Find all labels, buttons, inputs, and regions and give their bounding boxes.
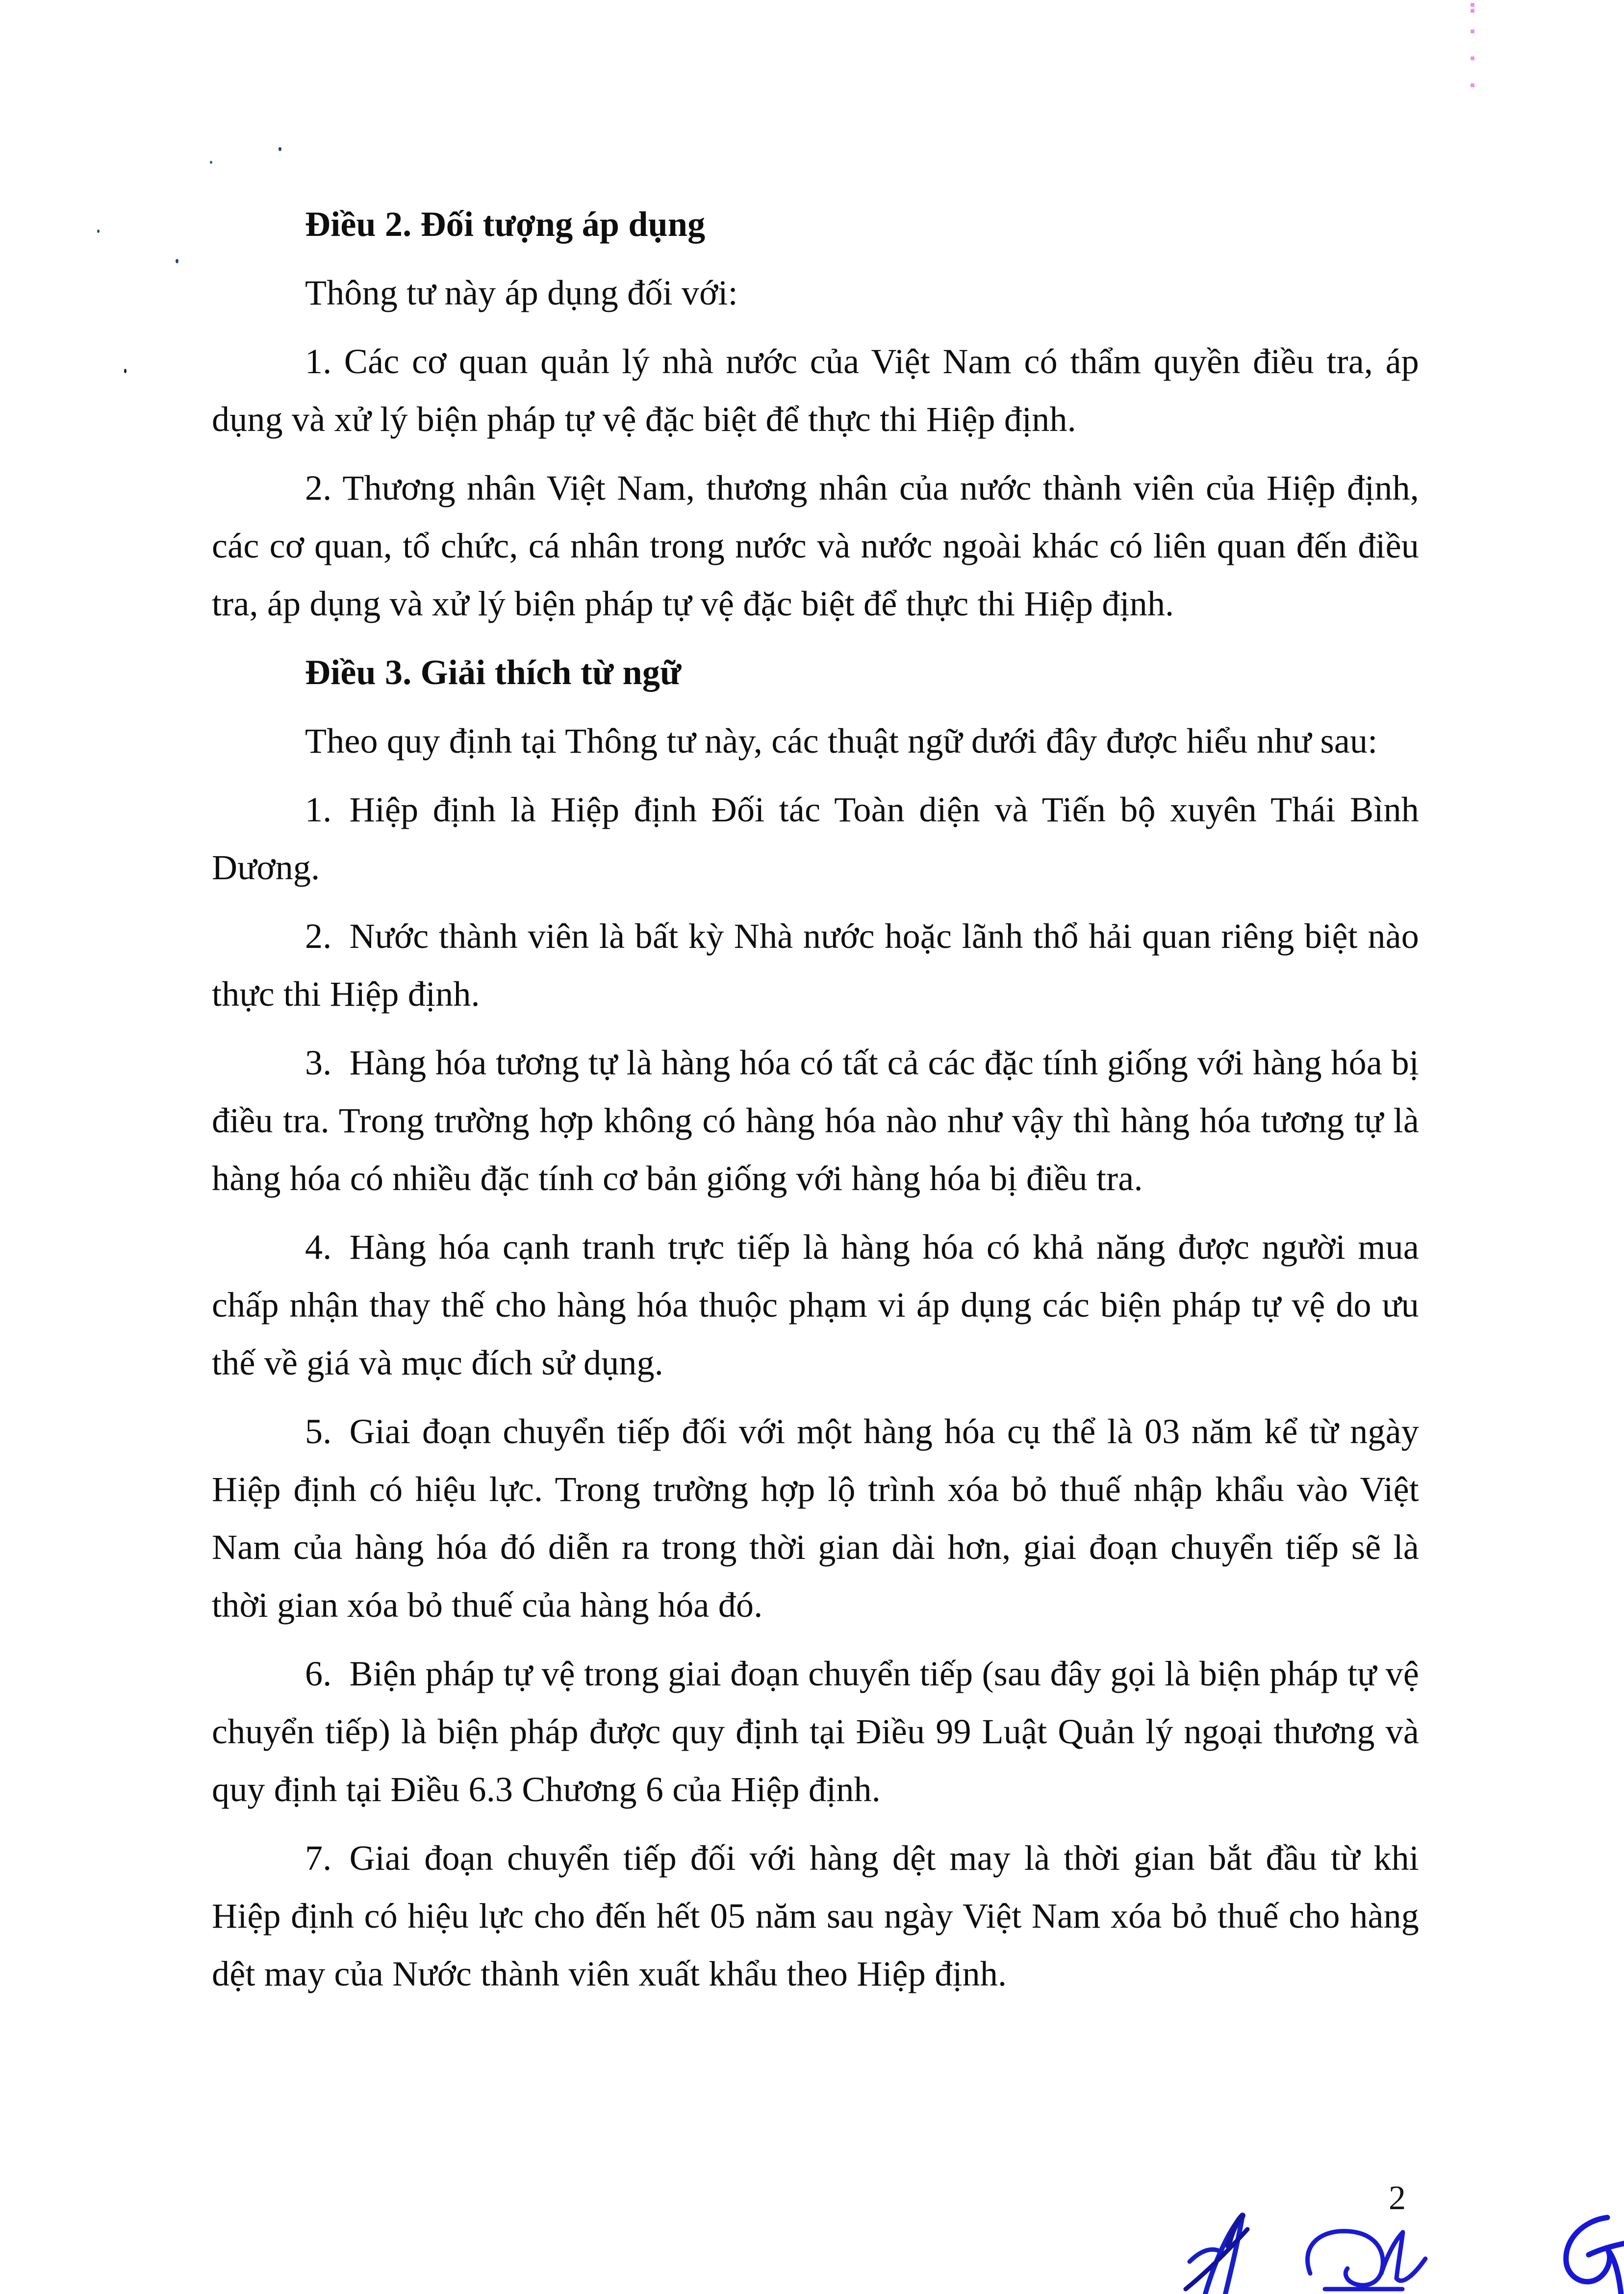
signature-corner-icon [1566,2218,1624,2294]
signature-paraph-icon [1186,2216,1247,2294]
perforation-dot [1471,83,1474,87]
scope-intro: Thông tư này áp dụng đối với: [305,273,738,312]
scan-speck [176,259,178,263]
handwritten-signatures [1128,2172,1624,2294]
definition-1: 1. Hiệp định là Hiệp định Đối tác Toàn diện và Tiến bộ xuyên Thái Bình Dương. [212,790,1419,887]
article-2-heading: Điều 2. Đối tượng áp dụng [305,204,706,244]
definition-3: 3. Hàng hóa tương tự là hàng hóa có tất cả các đặc tính giống với hàng hóa bị điều tra. Trong trường hợp không có hàng hóa nào như vậy thì hàng hóa tương tự là hàng hóa có nhiều đặc tính cơ bản giống với hàng hóa bị điều tra. [212,1043,1419,1198]
signature-loop-icon [1308,2231,1425,2289]
perforation-dot [1471,56,1474,60]
document-body [212,195,1419,2014]
scope-item-2: 2. Thương nhân Việt Nam, thương nhân của nước thành viên của Hiệp định, các cơ quan, tổ chức, cá nhân trong nước và nước ngoài khác có liên quan đến điều tra, áp dụng và xử lý biện pháp tự vệ đặc biệt để thực thi Hiệp định. [212,468,1419,623]
definition-2: 2. Nước thành viên là bất kỳ Nhà nước hoặc lãnh thổ hải quan riêng biệt nào thực thi Hiệp định. [212,917,1419,1014]
scan-speck [279,147,281,151]
definition-7: 7. Giai đoạn chuyển tiếp đối với hàng dệt may là thời gian bắt đầu từ khi Hiệp định có hiệu lực cho đến hết 05 năm sau ngày Việt Nam xóa bỏ thuế cho hàng dệt may của Nước thành viên xuất khẩu theo Hiệp định. [212,1838,1419,1993]
perforation-dot [1471,9,1474,13]
perforation-dot [1471,3,1474,7]
definition-6: 6. Biện pháp tự vệ trong giai đoạn chuyển tiếp (sau đây gọi là biện pháp tự vệ chuyển tiếp) là biện pháp được quy định tại Điều 99 Luật Quản lý ngoại thương và quy định tại Điều 6.3 Chương 6 của Hiệp định. [212,1654,1419,1809]
article-3-heading: Điều 3. Giải thích từ ngữ [305,653,682,692]
scan-speck [124,369,127,373]
definition-5: 5. Giai đoạn chuyển tiếp đối với một hàng hóa cụ thể là 03 năm kể từ ngày Hiệp định có hiệu lực. Trong trường hợp lộ trình xóa bỏ thuế nhập khẩu vào Việt Nam của hàng hóa đó diễn ra trong thời gian dài hơn, giai đoạn chuyển tiếp sẽ là thời gian xóa bỏ thuế của hàng hóa đó. [212,1412,1419,1625]
definitions-intro: Theo quy định tại Thông tư này, các thuật ngữ dưới đây được hiểu như sau: [305,721,1378,761]
definition-4: 4. Hàng hóa cạnh tranh trực tiếp là hàng hóa có khả năng được người mua chấp nhận thay thế cho hàng hóa thuộc phạm vi áp dụng các biện pháp tự vệ do ưu thế về giá và mục đích sử dụng. [212,1227,1419,1382]
perforation-dot [1471,29,1474,33]
scan-speck [97,229,100,233]
scope-item-1: 1. Các cơ quan quản lý nhà nước của Việt Nam có thẩm quyền điều tra, áp dụng và xử lý biện pháp tự vệ đặc biệt để thực thi Hiệp định. [212,342,1419,439]
scan-speck [210,161,212,164]
page-number: 2 [1389,2179,1406,2217]
